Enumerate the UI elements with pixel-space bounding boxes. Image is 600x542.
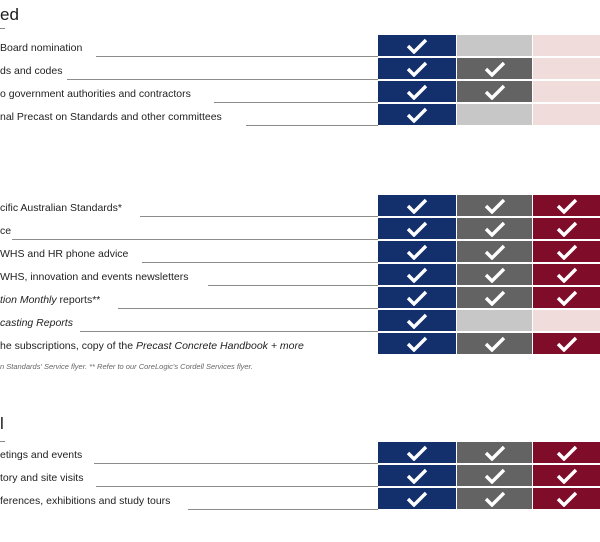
check-icon bbox=[556, 336, 578, 352]
row-label: WHS and HR phone advice bbox=[0, 248, 129, 260]
tier-3-cell bbox=[533, 218, 600, 239]
check-icon bbox=[406, 468, 428, 484]
tier-1-cell bbox=[378, 104, 456, 125]
tier-3-cell bbox=[533, 465, 600, 486]
table-row bbox=[0, 218, 600, 239]
table-row bbox=[0, 465, 600, 486]
tier-3-cell bbox=[533, 442, 600, 463]
tier-2-cell bbox=[457, 81, 532, 102]
row-label: WHS, innovation and events newsletters bbox=[0, 271, 189, 283]
tier-2-cell bbox=[457, 104, 532, 125]
tier-2-cell bbox=[457, 218, 532, 239]
tier-3-cell bbox=[533, 35, 600, 56]
tier-1-cell bbox=[378, 333, 456, 354]
check-icon bbox=[406, 84, 428, 100]
table-row bbox=[0, 333, 600, 354]
check-icon bbox=[484, 244, 506, 260]
leader-line bbox=[118, 308, 378, 309]
tier-1-cell bbox=[378, 310, 456, 331]
row-label: ferences, exhibitions and study tours bbox=[0, 495, 171, 507]
leader-line bbox=[246, 125, 378, 126]
row-label: ds and codes bbox=[0, 65, 63, 77]
tier-1-cell bbox=[378, 465, 456, 486]
row-label bbox=[0, 340, 304, 352]
check-icon bbox=[484, 267, 506, 283]
check-icon bbox=[406, 267, 428, 283]
row-label-italic: tion Monthly bbox=[0, 294, 57, 306]
check-icon bbox=[556, 445, 578, 461]
section-3-heading: l bbox=[0, 414, 4, 433]
tier-3-cell bbox=[533, 333, 600, 354]
check-icon bbox=[484, 84, 506, 100]
tier-2-cell bbox=[457, 333, 532, 354]
tier-2-cell bbox=[457, 465, 532, 486]
table-row bbox=[0, 442, 600, 463]
check-icon bbox=[556, 491, 578, 507]
tier-3-cell bbox=[533, 195, 600, 216]
tier-3-cell bbox=[533, 287, 600, 308]
tier-2-cell bbox=[457, 35, 532, 56]
tier-3-cell bbox=[533, 104, 600, 125]
row-label: nal Precast on Standards and other committees bbox=[0, 111, 222, 123]
row-label: o government authorities and contractors bbox=[0, 88, 191, 100]
tier-2-cell bbox=[457, 488, 532, 509]
tier-1-cell bbox=[378, 488, 456, 509]
table-row bbox=[0, 310, 600, 331]
section-1-heading: ed bbox=[0, 5, 19, 24]
check-icon bbox=[406, 244, 428, 260]
tier-3-cell bbox=[533, 81, 600, 102]
check-icon bbox=[484, 445, 506, 461]
check-icon bbox=[406, 61, 428, 77]
row-label: ce bbox=[0, 225, 12, 237]
check-icon bbox=[484, 336, 506, 352]
row-label: Board nomination bbox=[0, 42, 83, 54]
leader-line bbox=[80, 331, 378, 332]
check-icon bbox=[556, 198, 578, 214]
leader-line bbox=[208, 285, 378, 286]
tier-3-cell bbox=[533, 488, 600, 509]
tier-1-cell bbox=[378, 35, 456, 56]
tier-1-cell bbox=[378, 241, 456, 262]
tier-1-cell bbox=[378, 442, 456, 463]
tier-2-cell bbox=[457, 195, 532, 216]
tier-1-cell bbox=[378, 81, 456, 102]
row-label-prefix: he subscriptions, copy of the bbox=[0, 340, 136, 352]
check-icon bbox=[406, 290, 428, 306]
tier-2-cell bbox=[457, 442, 532, 463]
table-row bbox=[0, 58, 600, 79]
check-icon bbox=[406, 198, 428, 214]
leader-line bbox=[214, 102, 378, 103]
check-icon bbox=[556, 290, 578, 306]
check-icon bbox=[406, 336, 428, 352]
leader-line bbox=[188, 509, 378, 510]
footnote: n Standards' Service flyer. ** Refer to our CoreLogic's Cordell Services flyer. bbox=[0, 362, 253, 371]
row-label: tory and site visits bbox=[0, 472, 84, 484]
check-icon bbox=[484, 198, 506, 214]
check-icon bbox=[406, 38, 428, 54]
section-1-rule bbox=[0, 28, 5, 29]
tier-3-cell bbox=[533, 310, 600, 331]
leader-line bbox=[12, 239, 378, 240]
check-icon bbox=[484, 468, 506, 484]
check-icon bbox=[406, 221, 428, 237]
tier-2-cell bbox=[457, 58, 532, 79]
tier-2-cell bbox=[457, 264, 532, 285]
table-row bbox=[0, 104, 600, 125]
tier-2-cell bbox=[457, 287, 532, 308]
table-row bbox=[0, 241, 600, 262]
row-label: cific Australian Standards* bbox=[0, 202, 122, 214]
check-icon bbox=[556, 468, 578, 484]
table-row bbox=[0, 287, 600, 308]
check-icon bbox=[484, 61, 506, 77]
row-label bbox=[0, 294, 100, 306]
leader-line bbox=[140, 216, 378, 217]
check-icon bbox=[484, 290, 506, 306]
leader-line bbox=[142, 262, 378, 263]
tier-1-cell bbox=[378, 287, 456, 308]
row-label-suffix: reports** bbox=[56, 294, 101, 306]
row-label bbox=[0, 317, 73, 329]
table-row bbox=[0, 264, 600, 285]
table-row bbox=[0, 35, 600, 56]
tier-1-cell bbox=[378, 195, 456, 216]
row-label: etings and events bbox=[0, 449, 83, 461]
table-row bbox=[0, 195, 600, 216]
tier-2-cell bbox=[457, 310, 532, 331]
check-icon bbox=[484, 491, 506, 507]
leader-line bbox=[67, 79, 378, 80]
row-label-italic: Precast Concrete Handbook + more bbox=[136, 340, 304, 352]
check-icon bbox=[406, 491, 428, 507]
tier-3-cell bbox=[533, 264, 600, 285]
tier-2-cell bbox=[457, 241, 532, 262]
tier-3-cell bbox=[533, 241, 600, 262]
tier-1-cell bbox=[378, 58, 456, 79]
leader-line bbox=[96, 486, 378, 487]
check-icon bbox=[406, 445, 428, 461]
leader-line bbox=[94, 463, 378, 464]
tier-1-cell bbox=[378, 264, 456, 285]
check-icon bbox=[556, 267, 578, 283]
tier-1-cell bbox=[378, 218, 456, 239]
check-icon bbox=[406, 313, 428, 329]
row-label-italic: casting Reports bbox=[0, 317, 73, 329]
table-row bbox=[0, 81, 600, 102]
check-icon bbox=[556, 221, 578, 237]
check-icon bbox=[484, 221, 506, 237]
check-icon bbox=[406, 107, 428, 123]
tier-3-cell bbox=[533, 58, 600, 79]
leader-line bbox=[96, 56, 378, 57]
table-row bbox=[0, 488, 600, 509]
check-icon bbox=[556, 244, 578, 260]
